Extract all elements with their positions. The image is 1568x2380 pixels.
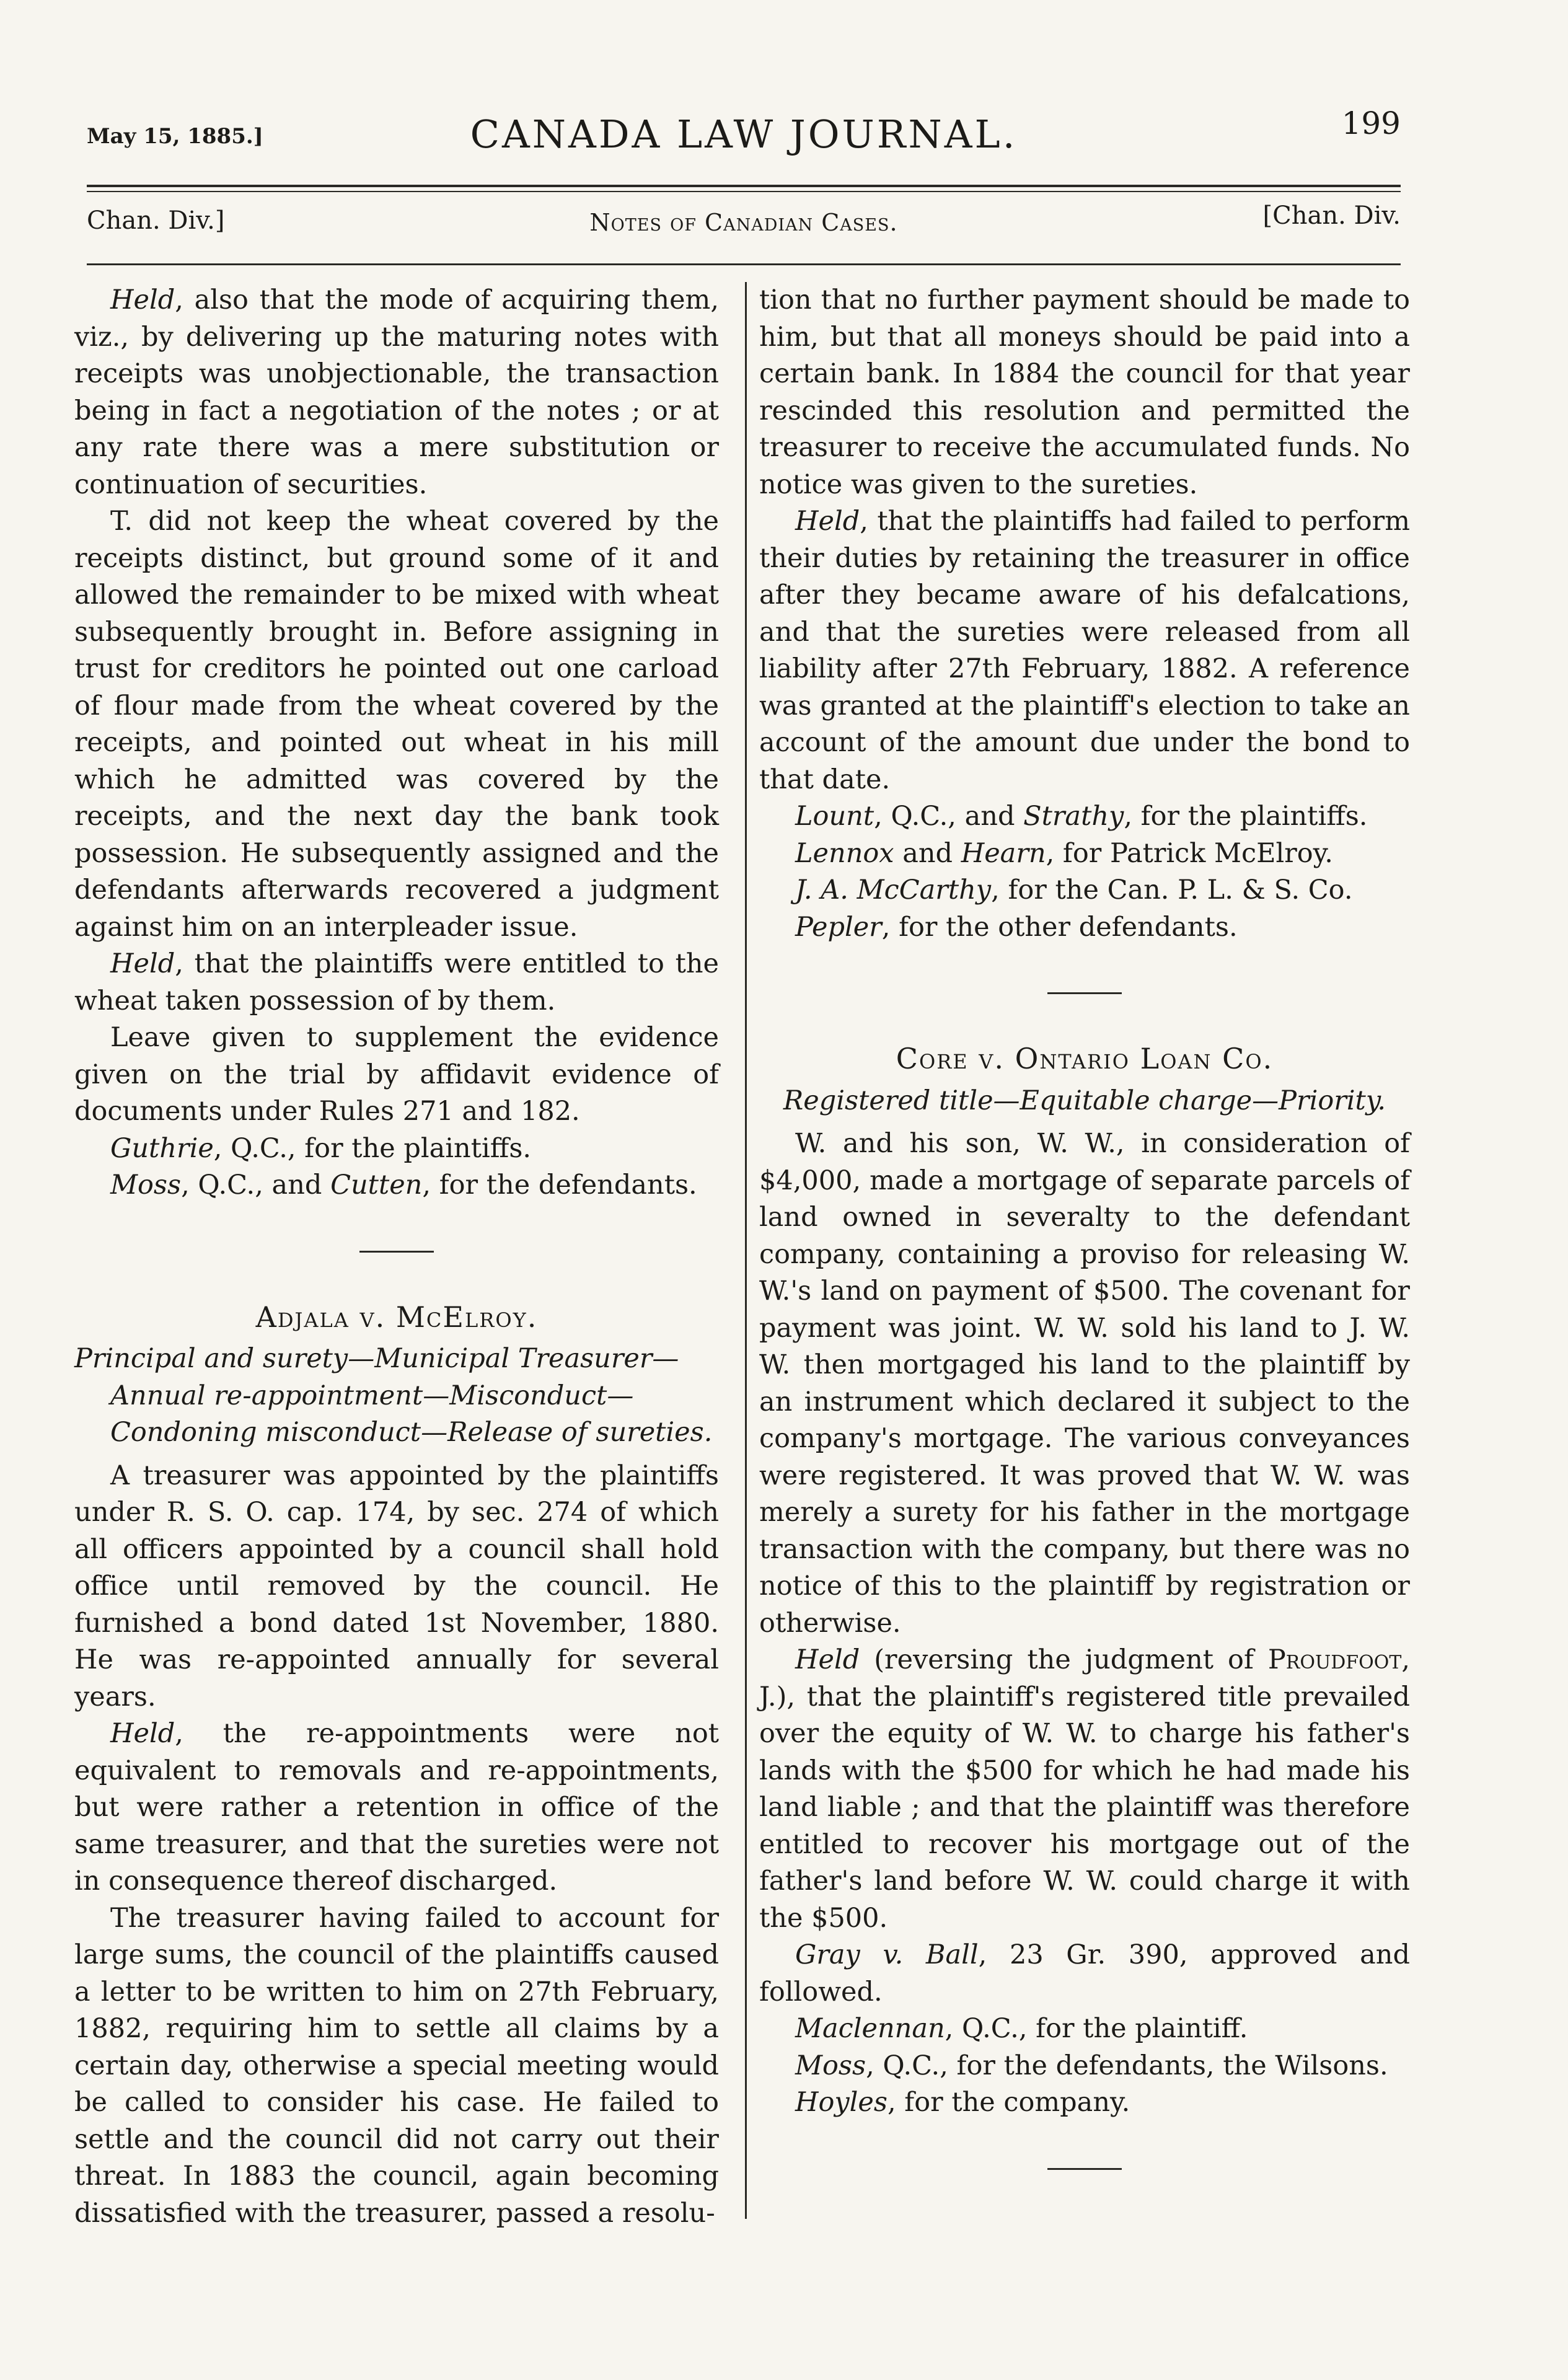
running-header — [87, 105, 1401, 174]
paragraph: Held, the re-appointments were not equivalent to removals and re-appointments, but were rather a retention in office of the same treasurer, and that the sureties were not in consequence thereof discharged. — [74, 1718, 719, 1897]
paragraph: Held, also that the mode of acquiring them, viz., by delivering up the maturing notes with receipts was unobjectionable, the transaction being in fact a negotiation of the notes ; or at any rate there was a mere substitution or continuation of securities. — [74, 284, 719, 500]
paragraph: Held, that the plaintiffs were entitled to the wheat taken possession of by them. — [74, 948, 719, 1016]
case-separator — [1047, 992, 1122, 994]
right-column — [759, 282, 1410, 2216]
paragraph: A treasurer was appointed by the plaintiffs under R. S. O. cap. 174, by sec. 274 of which all officers appointed by a council shall hold office until removed by the council. He furnished a bond dated 1st November, 1880. He was re-appointed annually for several years. — [74, 1460, 719, 1712]
header-rule-top — [87, 185, 1401, 187]
paragraph: W. and his son, W. W., in consideration of $4,000, made a mortgage of separate parcels of land owned in severalty to the defendant company, containing a proviso for releasing W. W.'s land on payment of $500. The covenant for payment was joint. W. W. sold his land to J. W. W. then mortgaged his land to the plaintiff by an instrument which declared it subject to the company's mortgage. The various conveyances were registered. It was proved that W. W. was merely a surety for his father in the mortgage transaction with the company, but there was no notice of this to the plaintiff by registration or otherwise. — [759, 1128, 1410, 1639]
counsel-line: Pepler, for the other defendants. — [795, 911, 1238, 943]
case-headnote: Registered title—Equitable charge—Priority. — [783, 1085, 1386, 1116]
division-right: [Chan. Div. — [1262, 201, 1401, 230]
paragraph: Leave given to supplement the evidence given on the trial by affidavit evidence of documents under Rules 271 and 182. — [74, 1022, 719, 1127]
journal-title: CANADA LAW JOURNAL. — [470, 112, 1018, 157]
case-separator — [1047, 2168, 1122, 2170]
left-column — [74, 282, 719, 2232]
paragraph: Gray v. Ball, 23 Gr. 390, approved and followed. — [759, 1939, 1410, 2008]
counsel-line: Guthrie, Q.C., for the plaintiffs. — [110, 1132, 532, 1164]
paragraph: Held (reversing the judgment of Proudfoot, J.), that the plaintiff's registered title prevailed over the equity of W. W. to charge his father's lands with the $500 for which he had made his land liable ; and that the plaintiff was therefore entitled to recover his mortgage out of the father's land before W. W. could charge it with the $500. — [759, 1644, 1410, 1934]
case-title: Adjala v. McElroy. — [255, 1300, 538, 1334]
header-rule-bottom — [87, 191, 1401, 192]
paragraph: The treasurer having failed to account for large sums, the council of the plaintiffs caused a letter to be written to him on 27th February, 1882, requiring him to settle all claims by a certain day, otherwise a special meeting would be called to consider his case. He failed to settle and the council did not carry out their threat. In 1883 the council, again becoming dissatisfied with the treasurer, passed a resolu- — [74, 1902, 719, 2229]
paragraph-continued: tion that no further payment should be made to him, but that all moneys should be paid into a certain bank. In 1884 the council for that year rescinded this resolution and permitted the treasurer to receive the accumulated funds. No notice was given to the sureties. — [759, 284, 1410, 500]
counsel-line: Lennox and Hearn, for Patrick McElroy. — [795, 837, 1333, 869]
page-number: 199 — [1341, 105, 1401, 141]
paragraph: Held, that the plaintiffs had failed to perform their duties by retaining the treasurer in office after they became aware of his defalcations, and that the sureties were released from all liability after 27th February, 1882. A reference was granted at the plaintiff's election to take an account of the amount due under the bond to that date. — [759, 506, 1410, 795]
counsel-line: Hoyles, for the company. — [795, 2087, 1130, 2118]
counsel-line: Maclennan, Q.C., for the plaintiff. — [795, 2013, 1248, 2044]
case-separator — [359, 1251, 434, 1253]
section-title: Notes of Canadian Cases. — [589, 209, 898, 236]
case-headnote: Principal and surety—Municipal Treasurer—Annual re-appointment—Misconduct—Condoning misconduct—Release of sureties. — [74, 1343, 713, 1448]
subheader-rule — [87, 263, 1401, 265]
counsel-line: J. A. McCarthy, for the Can. P. L. & S. Co. — [795, 875, 1353, 906]
division-left: Chan. Div.] — [87, 206, 225, 235]
issue-date: May 15, 1885.] — [87, 124, 263, 149]
counsel-line: Lount, Q.C., and Strathy, for the plaintiffs. — [795, 801, 1368, 832]
case-title: Core v. Ontario Loan Co. — [896, 1042, 1274, 1075]
column-divider — [745, 282, 747, 2219]
paragraph: T. did not keep the wheat covered by the receipts distinct, but ground some of it and allowed the remainder to be mixed with wheat subsequently brought in. Before assigning in trust for creditors he pointed out one carload of flour made from the wheat covered by the receipts, and pointed out wheat in his mill which he admitted was covered by the receipts, and the next day the bank took possession. He subsequently assigned and the defendants afterwards recovered a judgment against him on an interpleader issue. — [74, 506, 719, 943]
section-subheader — [87, 201, 1401, 245]
counsel-line: Moss, Q.C., for the defendants, the Wilsons. — [795, 2050, 1388, 2081]
counsel-line: Moss, Q.C., and Cutten, for the defendants. — [110, 1170, 697, 1201]
